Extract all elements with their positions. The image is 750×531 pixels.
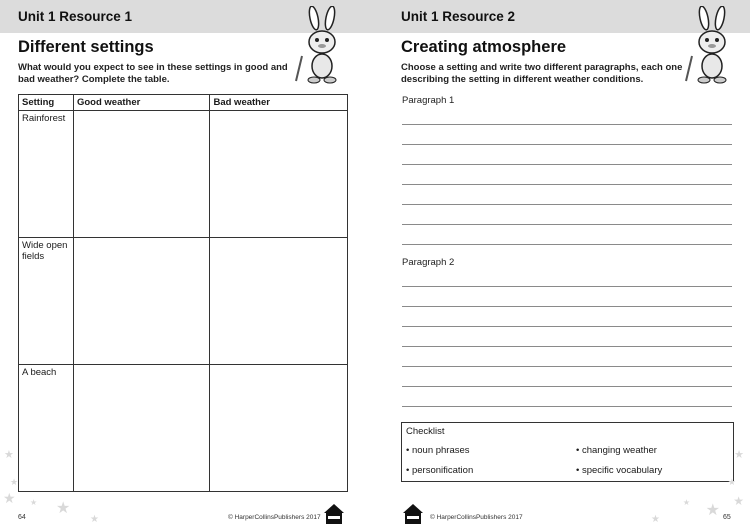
- table-row: [19, 111, 348, 238]
- paragraph-1-label: Paragraph 1: [402, 95, 455, 106]
- setting-cell: [19, 238, 74, 365]
- column-header-good-weather: Good weather: [73, 95, 210, 111]
- writing-line[interactable]: [402, 366, 732, 367]
- setting-name: Rainforest: [22, 113, 66, 124]
- page-number: 64: [18, 514, 26, 521]
- good-weather-cell[interactable]: [73, 238, 210, 365]
- writing-line[interactable]: [402, 184, 732, 185]
- writing-line[interactable]: [402, 124, 732, 125]
- instructions: [18, 62, 288, 86]
- checklist-box: [401, 422, 734, 482]
- setting-name: A beach: [22, 367, 57, 378]
- checklist-item-label: noun phrases: [411, 445, 470, 456]
- checklist-item: • specific vocabulary: [576, 465, 663, 476]
- star-icon: ★: [10, 477, 19, 487]
- star-icon: ★: [4, 449, 14, 461]
- instructions-line-1: Choose a setting and write two different paragraphs, each one: [401, 62, 683, 73]
- writing-line[interactable]: [402, 244, 732, 245]
- writing-line[interactable]: [402, 346, 732, 347]
- good-weather-cell[interactable]: [73, 365, 210, 492]
- writing-line[interactable]: [402, 386, 732, 387]
- writing-line[interactable]: [402, 224, 732, 225]
- checklist-item-label: personification: [411, 465, 474, 476]
- instructions-line-1: What would you expect to see in these settings in good and: [18, 62, 288, 73]
- checklist-title: Checklist: [406, 426, 445, 437]
- right-page: [375, 0, 750, 531]
- writing-line[interactable]: [402, 286, 732, 287]
- checklist-item: • changing weather: [576, 445, 657, 456]
- good-weather-cell[interactable]: [73, 111, 210, 238]
- page-number: 65: [723, 514, 731, 521]
- checklist-item: • personification: [406, 465, 474, 476]
- treehouse-logo-icon: [402, 503, 424, 525]
- rabbit-mascot-icon: [682, 6, 742, 86]
- writing-line[interactable]: [402, 164, 732, 165]
- setting-cell: [19, 111, 74, 238]
- page-heading: Creating atmosphere: [401, 38, 567, 56]
- settings-table: [18, 94, 348, 492]
- table-row: [19, 238, 348, 365]
- resource-title: Unit 1 Resource 1: [18, 9, 133, 24]
- page-heading: Different settings: [18, 38, 154, 56]
- checklist-item: • noun phrases: [406, 445, 470, 456]
- star-icon: ★: [651, 514, 660, 525]
- checklist-item-label: changing weather: [581, 445, 657, 456]
- setting-name: Wide open: [22, 240, 68, 251]
- setting-name-line-2: fields: [22, 251, 45, 262]
- checklist-item-label: specific vocabulary: [581, 465, 663, 476]
- star-icon: ★: [733, 494, 744, 508]
- writing-line[interactable]: [402, 326, 732, 327]
- writing-line[interactable]: [402, 306, 732, 307]
- star-icon: ★: [682, 498, 690, 507]
- star-icon: ★: [705, 502, 720, 519]
- instructions-line-2: bad weather? Complete the table.: [18, 74, 170, 85]
- star-icon: ★: [727, 477, 736, 487]
- instructions-line-2: describing the setting in different weather conditions.: [401, 74, 644, 85]
- paragraph-2-label: Paragraph 2: [402, 257, 455, 268]
- star-icon: ★: [30, 498, 38, 507]
- bad-weather-cell[interactable]: [210, 111, 348, 238]
- star-icon: ★: [734, 449, 744, 461]
- writing-line[interactable]: [402, 204, 732, 205]
- writing-line[interactable]: [402, 144, 732, 145]
- star-icon: ★: [56, 500, 71, 517]
- resource-title: Unit 1 Resource 2: [401, 9, 516, 24]
- column-header-bad-weather: Bad weather: [210, 95, 348, 111]
- star-icon: ★: [90, 514, 99, 525]
- copyright-text: © HarperCollinsPublishers 2017: [228, 514, 321, 521]
- column-header-setting: Setting: [19, 95, 74, 111]
- table-row: [19, 365, 348, 492]
- writing-line[interactable]: [402, 406, 732, 407]
- table-header-row: [19, 95, 348, 111]
- instructions: [401, 62, 682, 86]
- bad-weather-cell[interactable]: [210, 238, 348, 365]
- copyright-text: © HarperCollinsPublishers 2017: [430, 514, 523, 521]
- setting-cell: [19, 365, 74, 492]
- treehouse-logo-icon: [323, 503, 345, 525]
- star-icon: ★: [3, 490, 16, 506]
- rabbit-mascot-icon: [292, 6, 352, 86]
- bad-weather-cell[interactable]: [210, 365, 348, 492]
